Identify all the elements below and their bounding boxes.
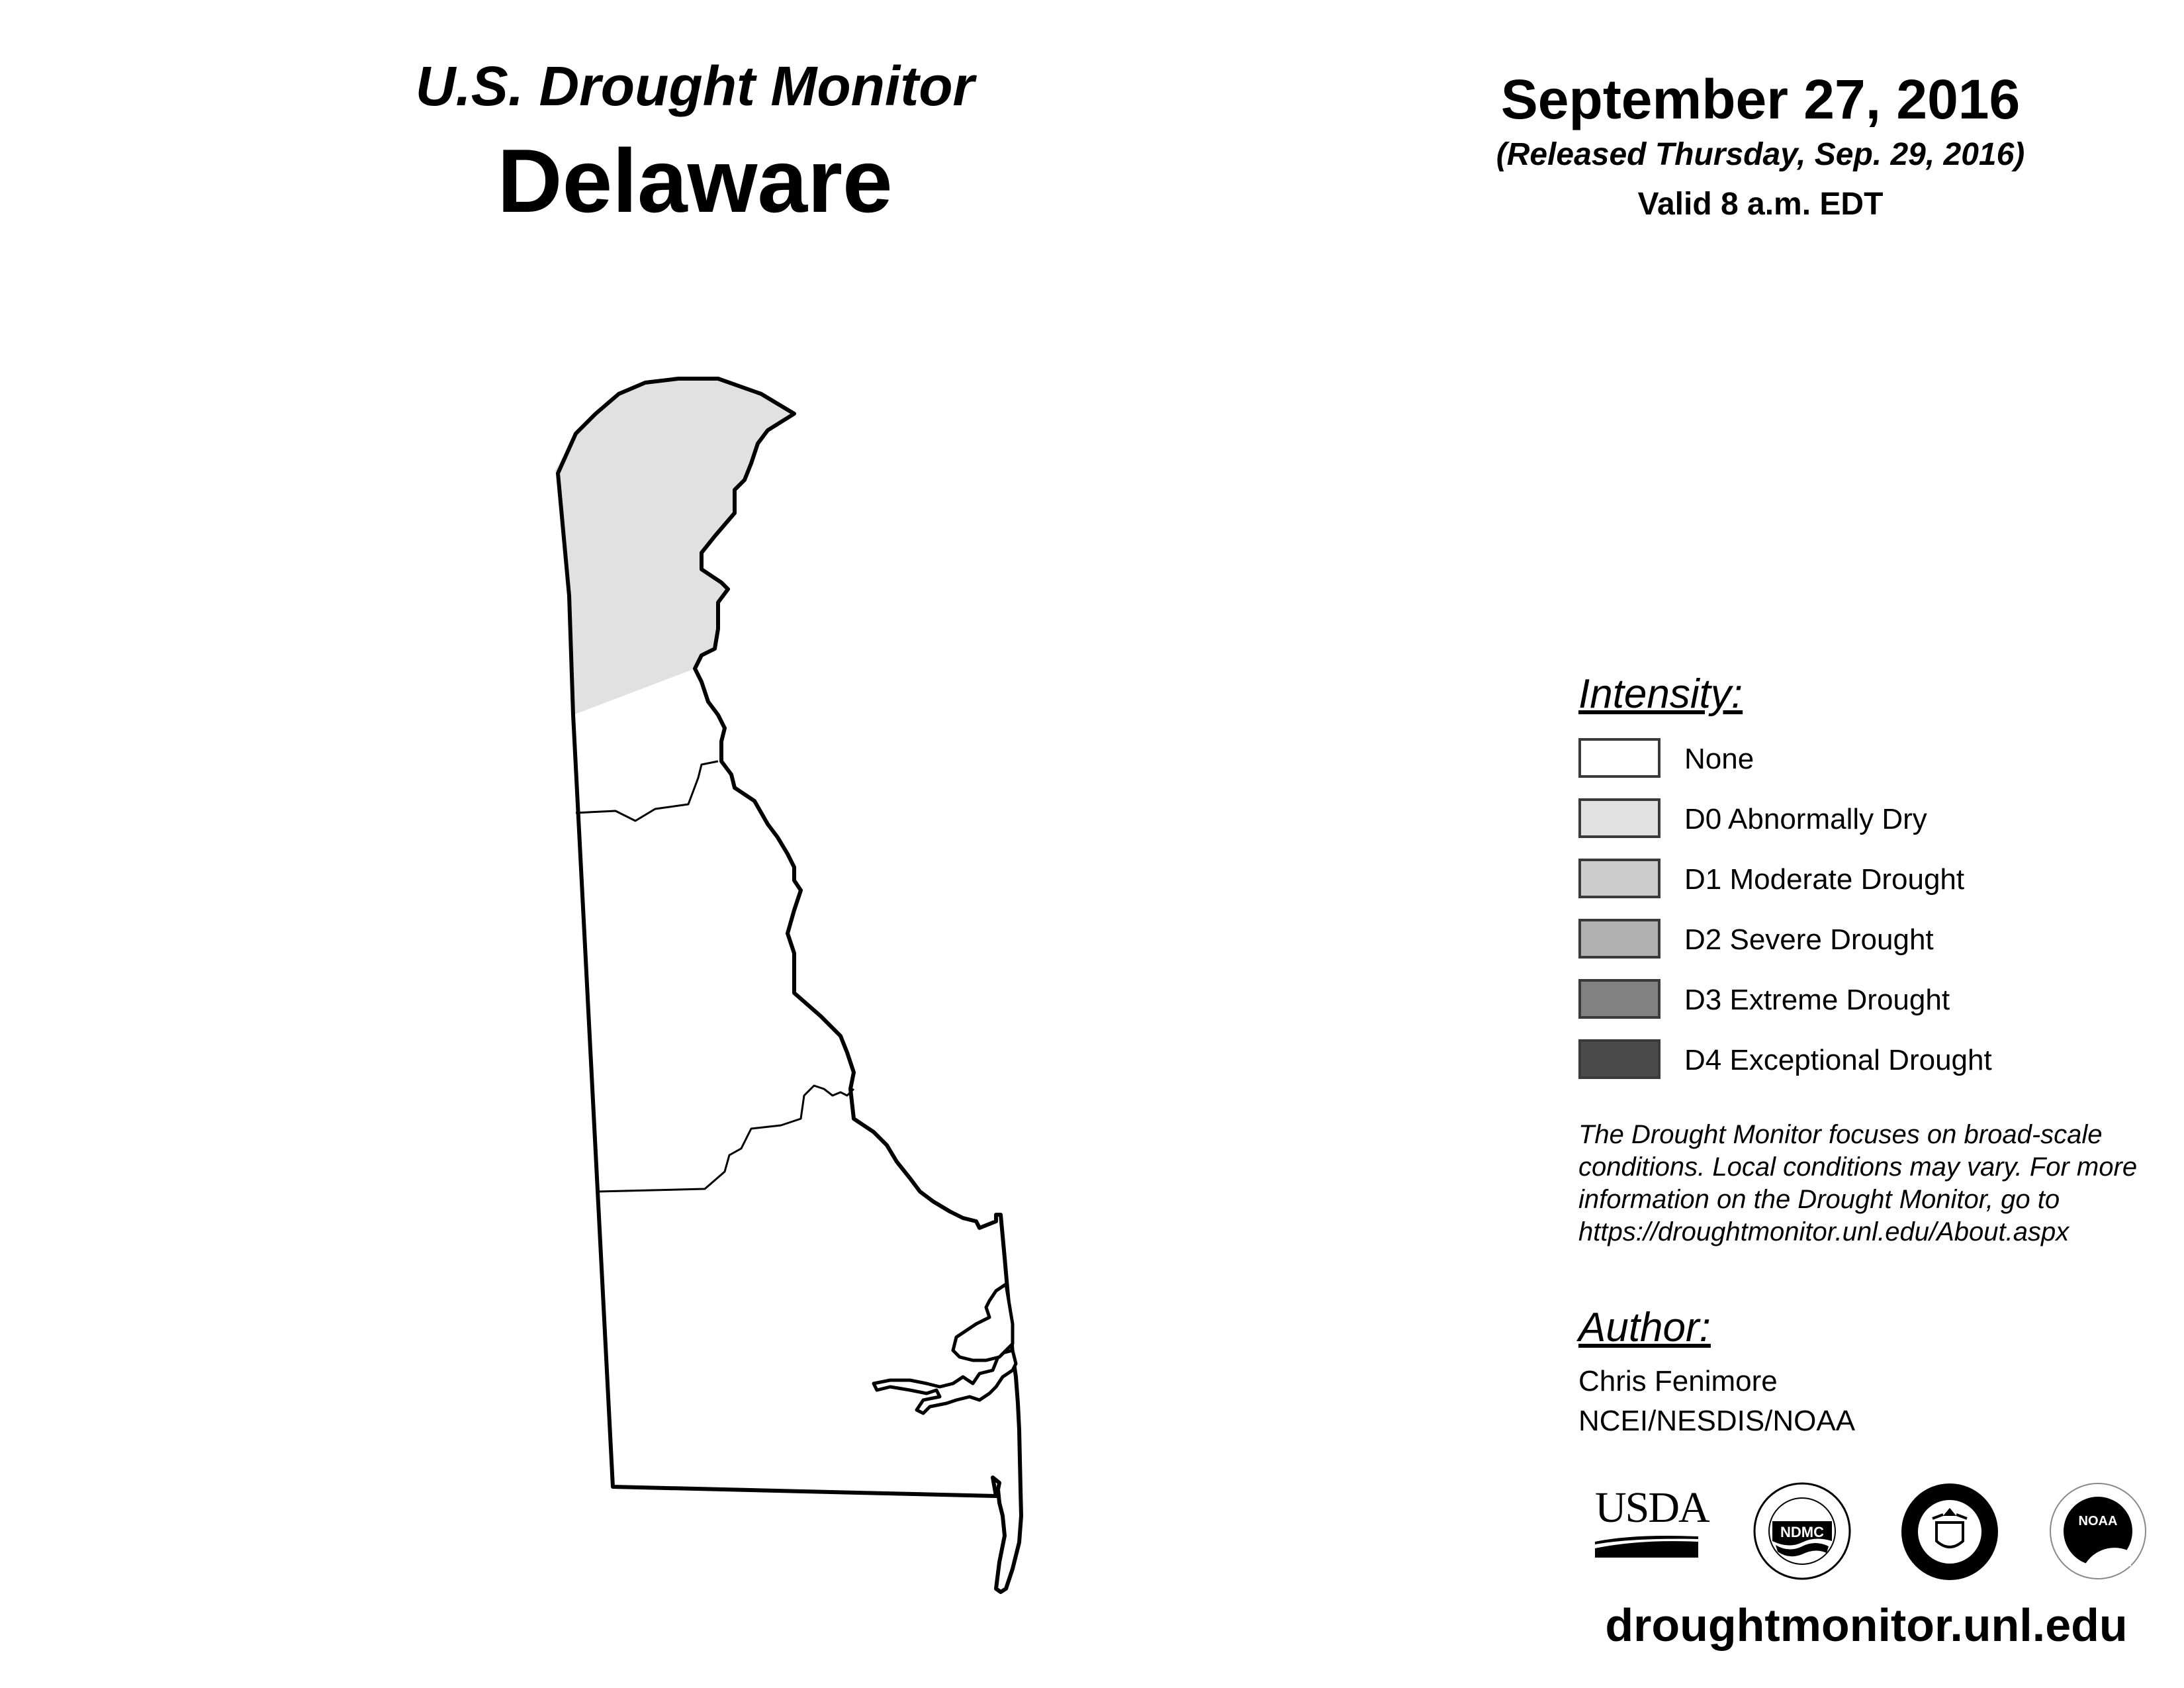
ndmc-text: NDMC (1780, 1524, 1824, 1540)
commerce-seal-icon (1899, 1481, 2000, 1582)
ndmc-seal-icon (1752, 1481, 1852, 1581)
d0-drought-area (555, 379, 794, 715)
legend-swatch (1578, 979, 1661, 1019)
legend-label: D1 Moderate Drought (1684, 863, 1965, 896)
legend-item-d4 (1578, 1039, 2174, 1082)
rehoboth-bay (953, 1284, 1013, 1360)
legend-heading: Intensity: (1578, 671, 1743, 717)
noaa-text: NOAA (2078, 1514, 2118, 1528)
usda-logo (1594, 1483, 1709, 1559)
valid-time: Valid 8 a.m. EDT (1637, 187, 1884, 222)
website-link[interactable]: droughtmonitor.unl.edu (1605, 1599, 2128, 1651)
legend-label: D2 Severe Drought (1684, 923, 1934, 956)
state-title: Delaware (497, 130, 893, 231)
county-boundary-kent-sussex (598, 1086, 854, 1192)
disclaimer-text (1578, 1119, 2174, 1248)
ndmc-seal (1752, 1481, 1852, 1581)
noaa-seal (2048, 1481, 2148, 1581)
disclaimer-link[interactable]: https://droughtmonitor.unl.edu/About.aspx (1578, 1217, 2070, 1246)
map-date: September 27, 2016 (1500, 68, 2021, 130)
author-heading: Author: (1578, 1305, 1711, 1350)
legend-swatch (1578, 1039, 1661, 1079)
release-date: (Released Thursday, Sep. 29, 2016) (1496, 137, 2025, 172)
author-name: Chris Fenimore (1578, 1365, 1778, 1397)
disclaimer-line: conditions. Local conditions may vary. For more (1578, 1152, 2138, 1182)
legend-swatch (1578, 738, 1661, 778)
legend-item-d2 (1578, 919, 2174, 961)
product-title: U.S. Drought Monitor (415, 55, 975, 117)
disclaimer-line: The Drought Monitor focuses on broad-scale (1578, 1120, 2103, 1149)
legend-label: D3 Extreme Drought (1684, 984, 1950, 1016)
author-org: NCEI/NESDIS/NOAA (1578, 1405, 1856, 1437)
legend-item-d1 (1578, 859, 2174, 901)
legend-item-d3 (1578, 979, 2174, 1021)
legend-label: D0 Abnormally Dry (1684, 803, 1927, 835)
legend-label: None (1684, 743, 1754, 775)
legend-swatch (1578, 919, 1661, 959)
disclaimer-line: information on the Drought Monitor, go to (1578, 1185, 2060, 1214)
county-boundary-new-castle-kent (576, 761, 718, 821)
legend-item-d0 (1578, 798, 2174, 841)
legend-swatch (1578, 859, 1661, 898)
legend-swatch (1578, 798, 1661, 838)
commerce-seal (1899, 1481, 2000, 1582)
legend-label: D4 Exceptional Drought (1684, 1044, 1992, 1076)
noaa-seal-icon (2048, 1481, 2148, 1581)
usda-wordmark: USDA (1595, 1483, 1709, 1532)
usda-field-icon (1594, 1532, 1700, 1559)
legend-item-none (1578, 738, 2174, 780)
